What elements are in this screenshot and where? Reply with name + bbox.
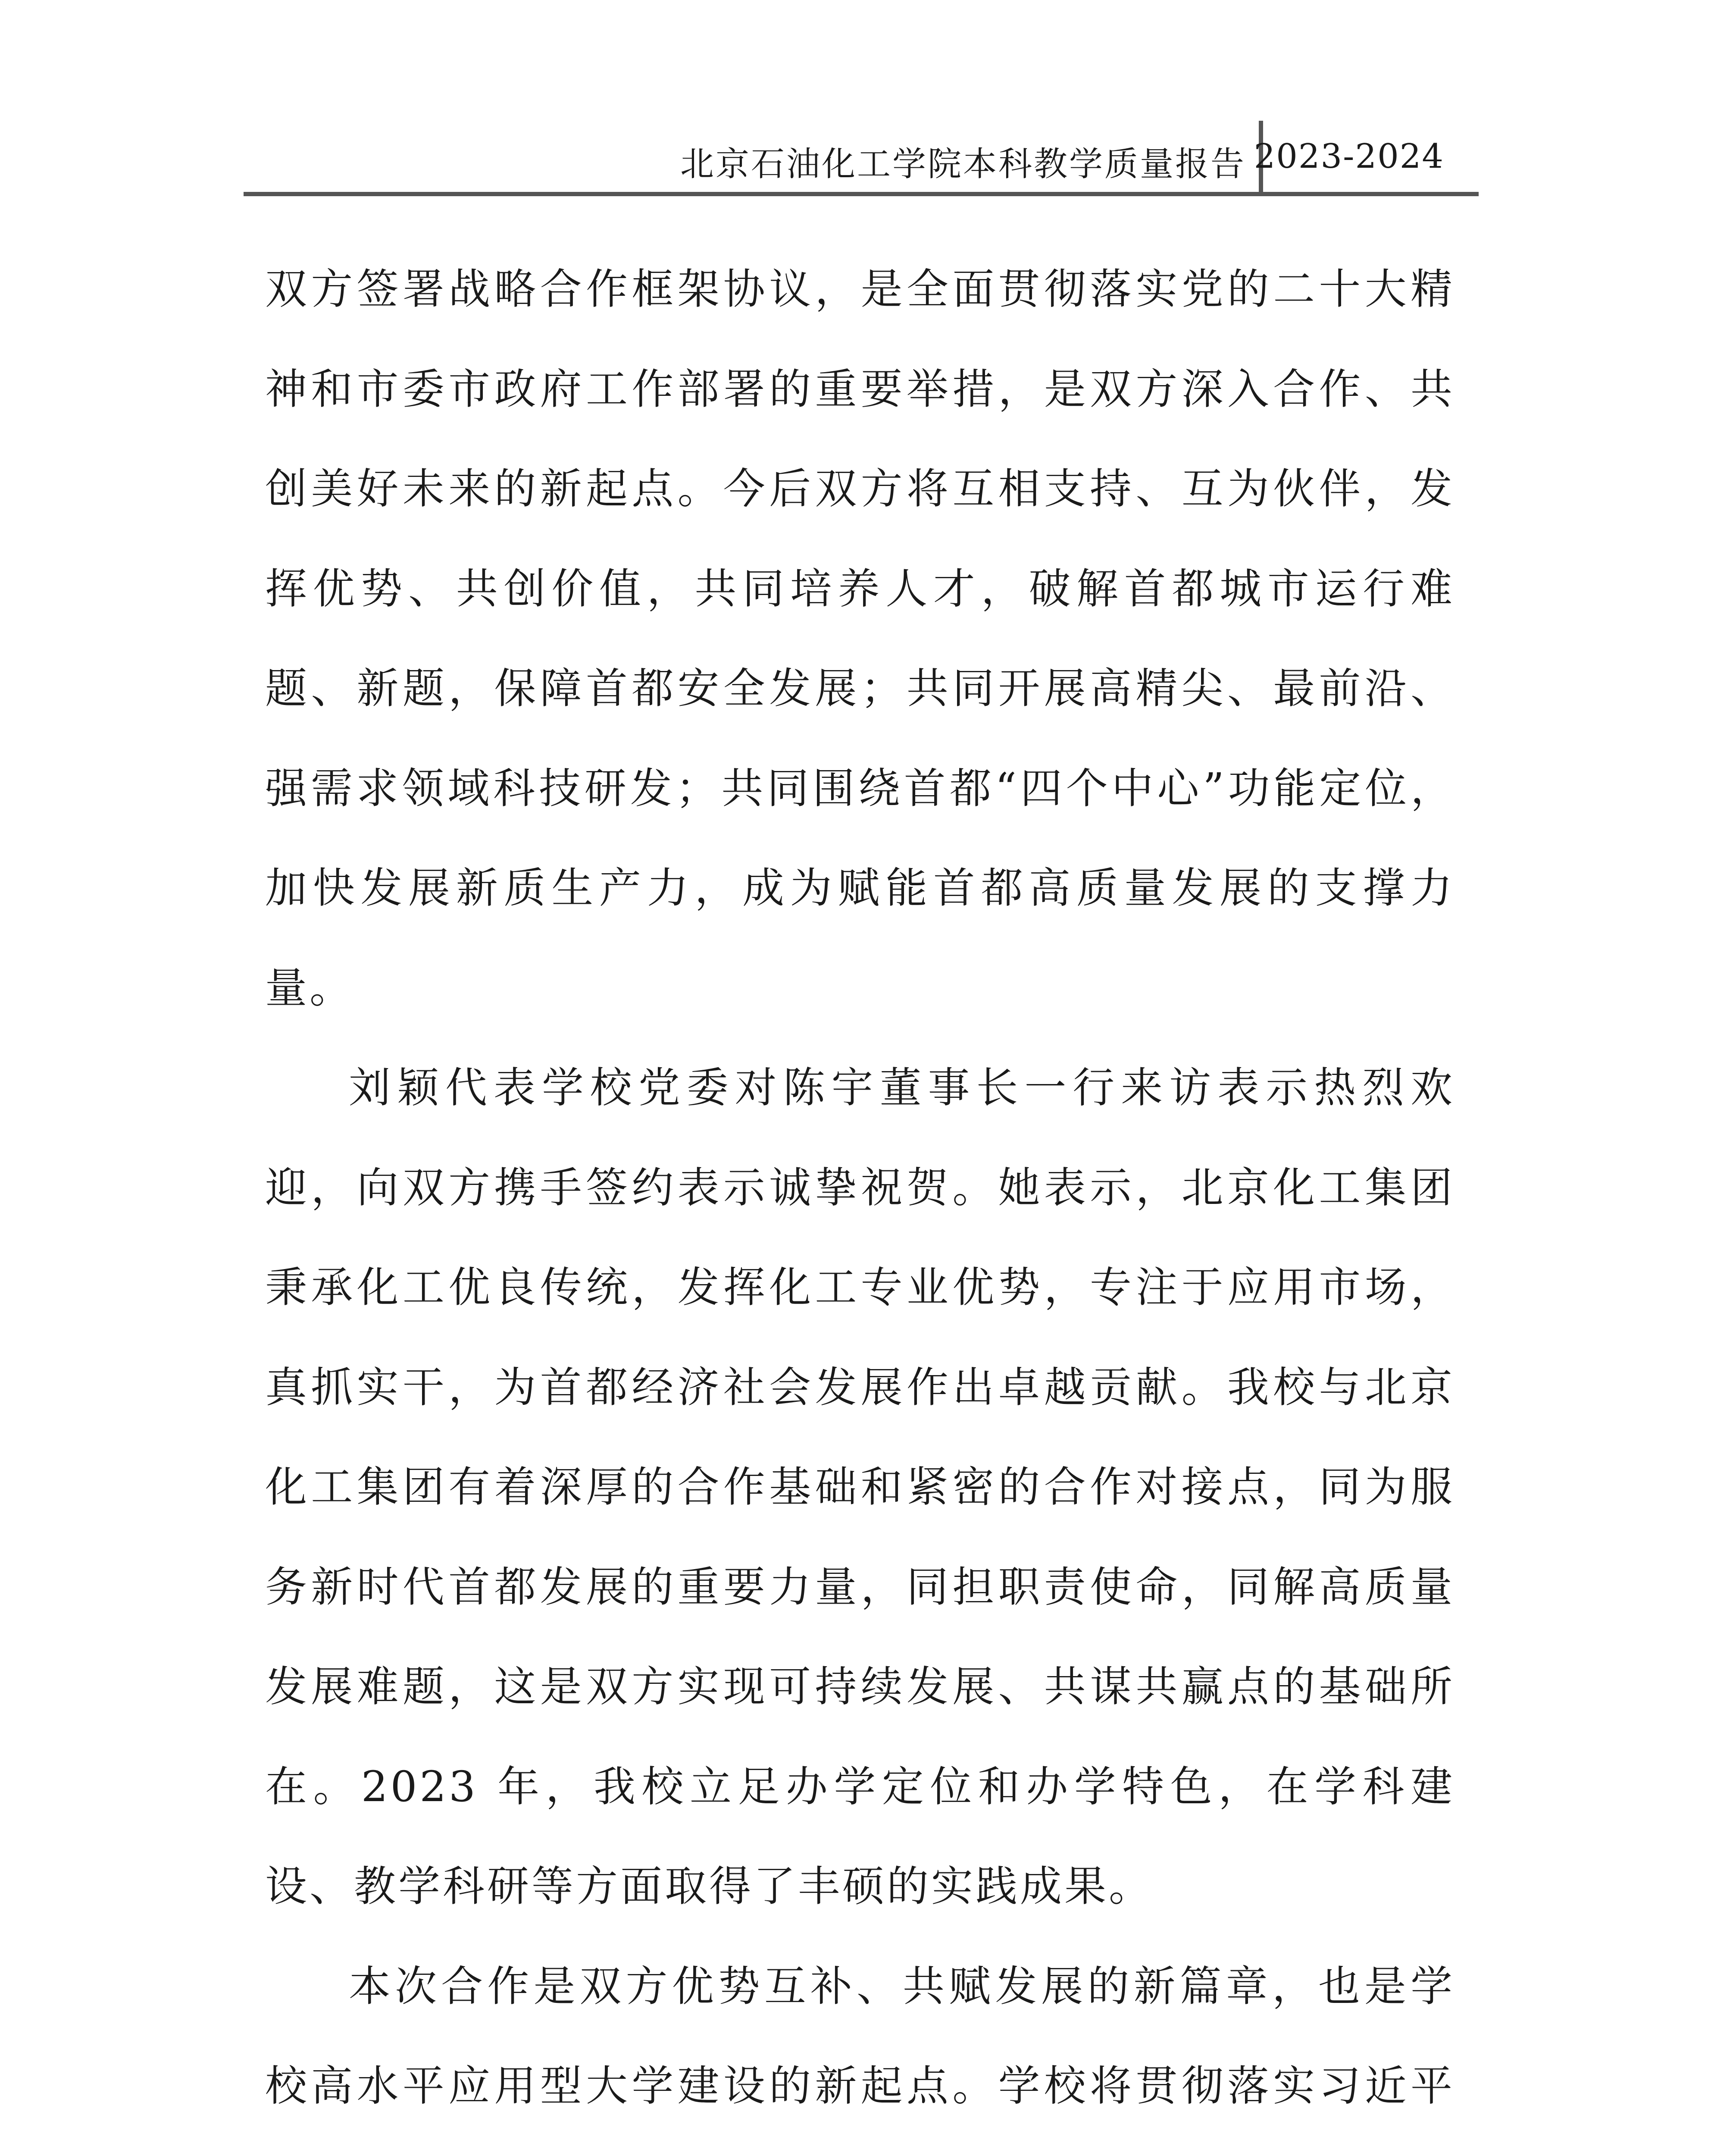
- header-title: 北京石油化工学院本科教学质量报告: [680, 145, 1246, 184]
- header-year: 2023-2024: [1254, 137, 1444, 176]
- paragraph-2: 刘颖代表学校党委对陈宇董事长一行来访表示热烈欢迎，向双方携手签约表示诚挚祝贺。她表示，北京化工集团秉承化工优良传统，发挥化工专业优势，专注于应用市场，真抓实干，为首都经济社会发展作出卓越贡献。我校与北京化工集团有着深厚的合作基础和紧密的合作对接点，同为服务新时代首都发展的重要力量，同担职责使命，同解高质量发展难题，这是双方实现可持续发展、共谋共赢点的基础所在。2023 年，我校立足办学定位和办学特色，在学科建设、教学科研等方面取得了丰硕的实践成果。: [265, 1063, 1455, 1911]
- paragraph-1: 双方签署战略合作框架协议，是全面贯彻落实党的二十大精神和市委市政府工作部署的重要举措，是双方深入合作、共创美好未来的新起点。今后双方将互相支持、互为伙伴，发挥优势、共创价值，共同培养人才，破解首都城市运行难题、新题，保障首都安全发展；共同开展高精尖、最前沿、强需求领域科技研发；共同围绕首都“四个中心”功能定位，加快发展新质生产力，成为赋能首都高质量发展的支撑力量。: [265, 265, 1455, 1012]
- page-header: [244, 121, 1479, 201]
- paragraph-3: 本次合作是双方优势互补、共赋发展的新篇章，也是学校高水平应用型大学建设的新起点。学校将贯彻落实习近平: [265, 1962, 1455, 2110]
- header-rule: [244, 192, 1479, 196]
- body-text: [265, 239, 1455, 2156]
